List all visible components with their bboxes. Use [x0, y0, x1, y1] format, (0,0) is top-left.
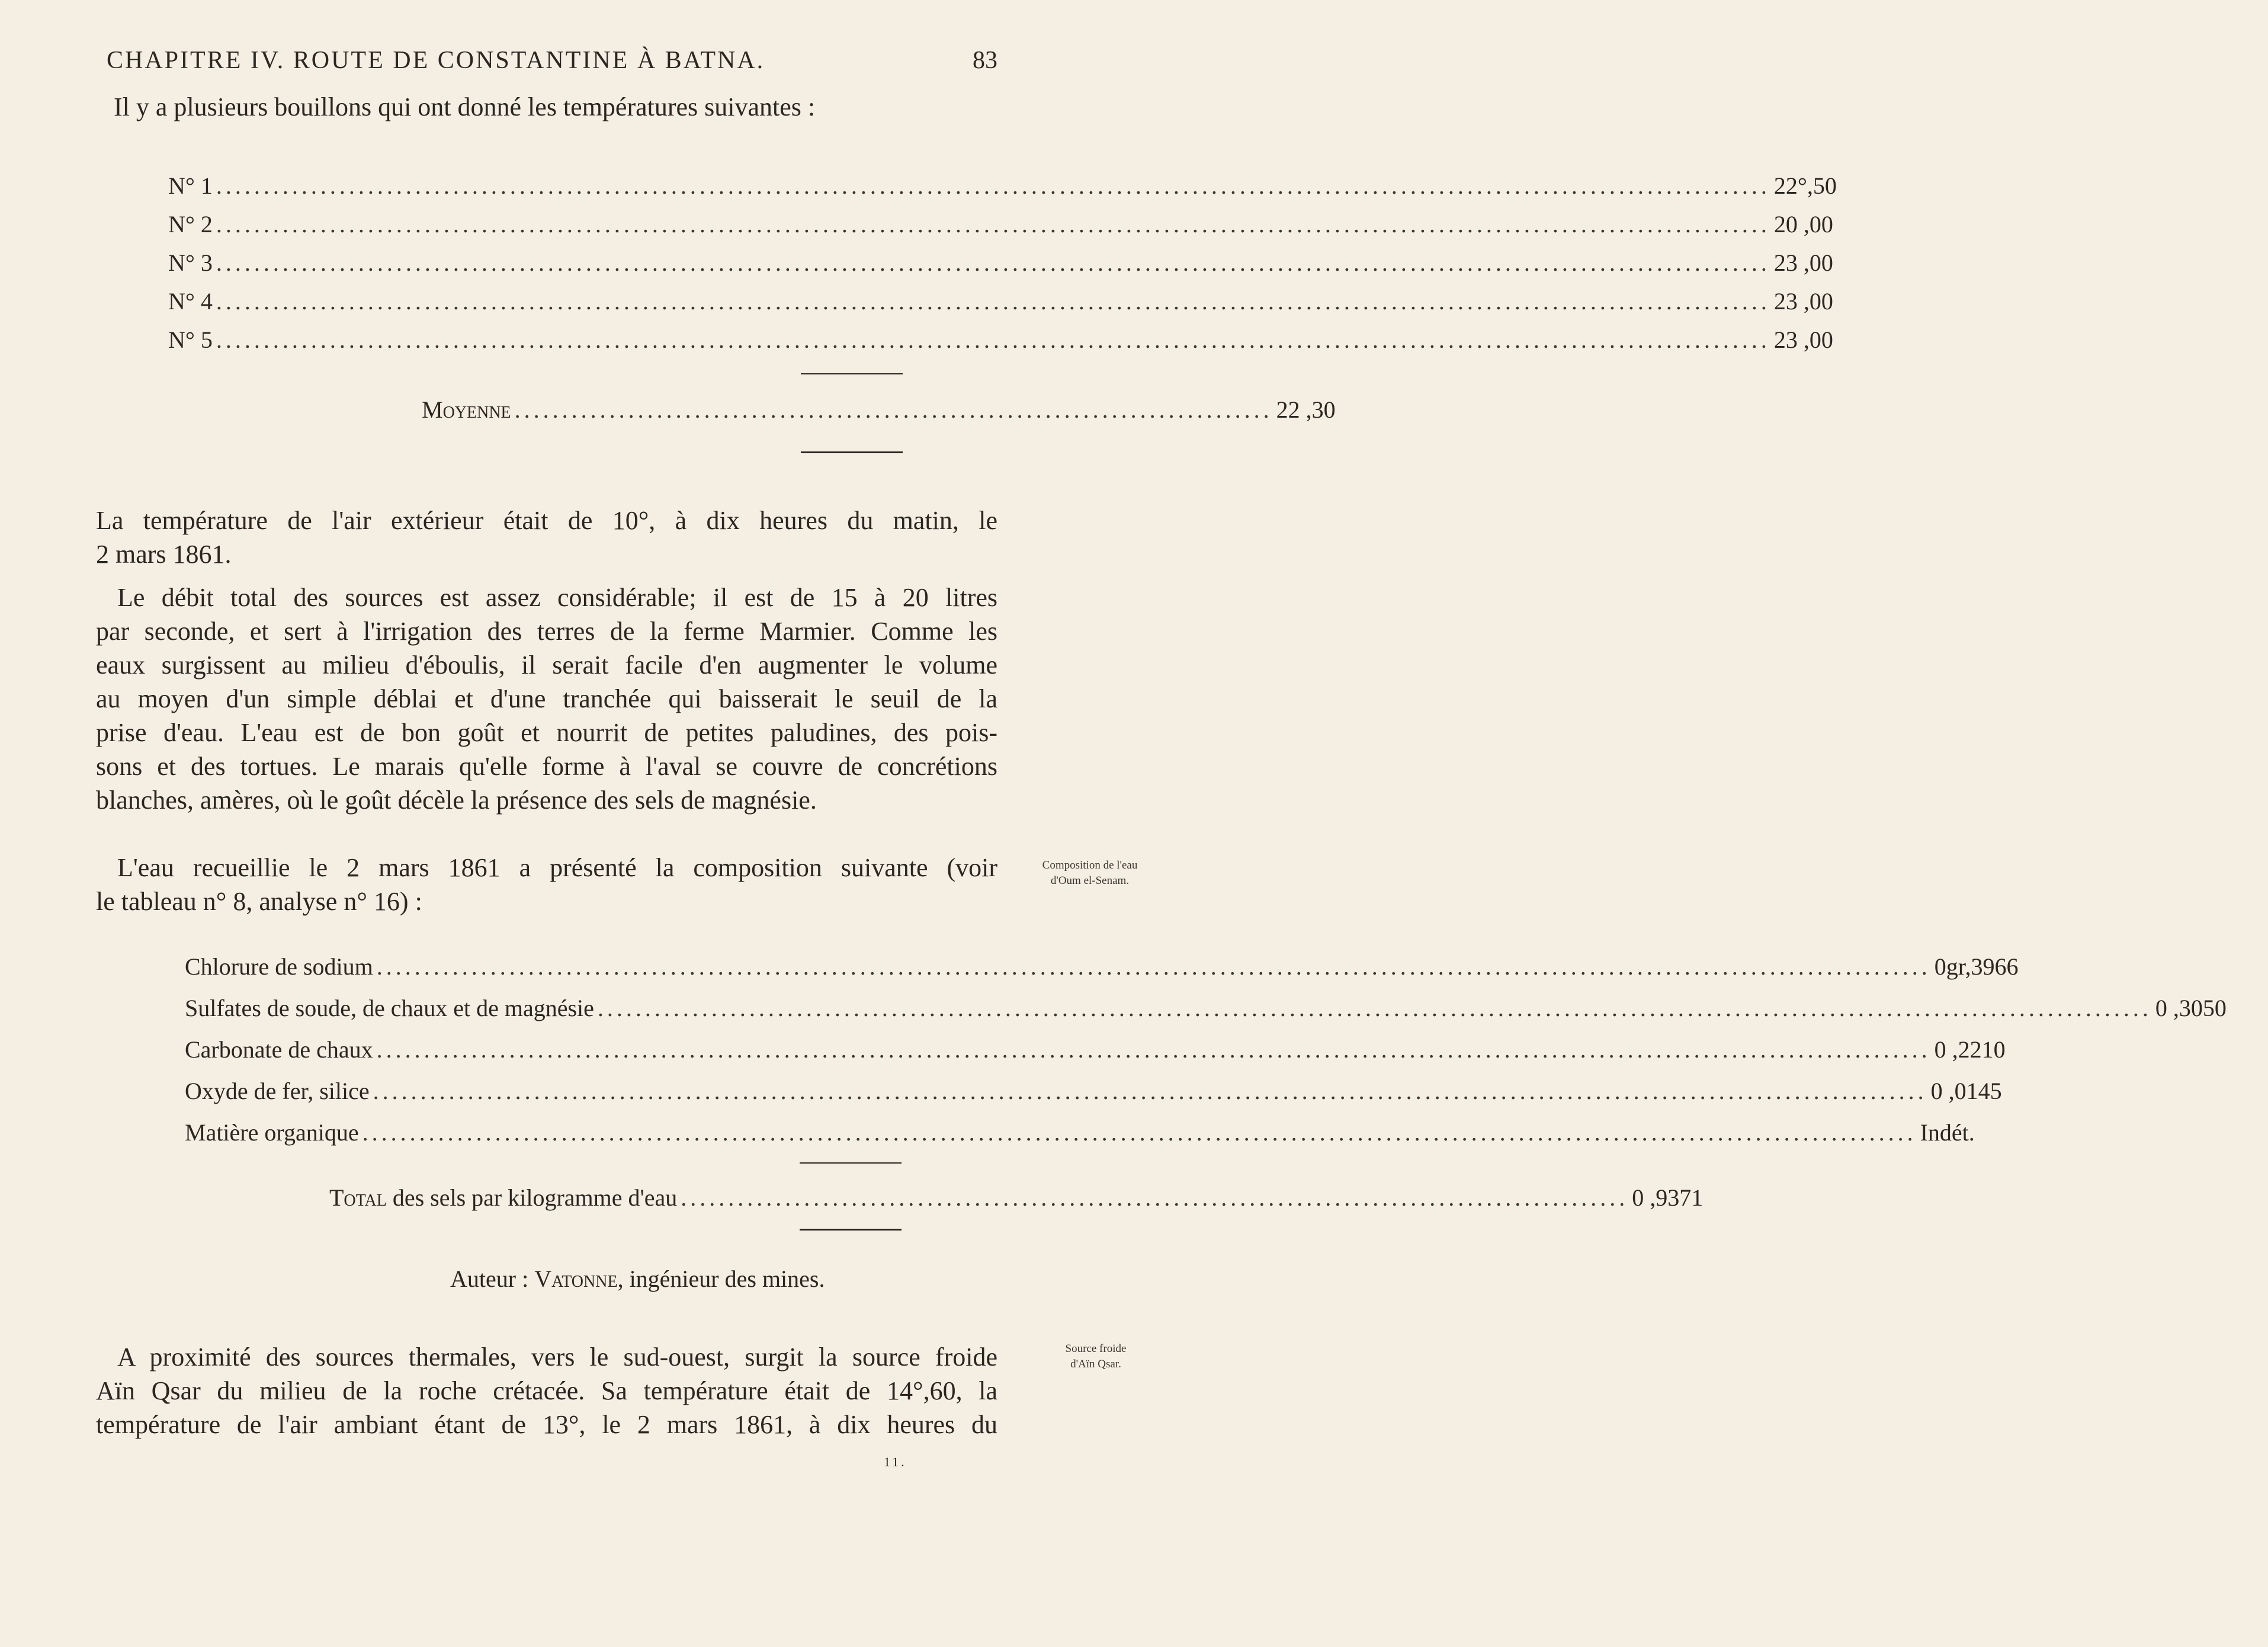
- temperature-row: [168, 287, 1833, 315]
- text-line: Aïn Qsar du milieu de la roche crétacée. Sa température était de 14°,60, la: [96, 1376, 997, 1405]
- sum-rule: [800, 1162, 902, 1164]
- text-line: le tableau n° 8, analyse n° 16) :: [96, 887, 422, 916]
- paragraph-flow-line: [96, 783, 997, 817]
- composition-row: [185, 953, 2019, 980]
- sum-rule: [801, 373, 903, 374]
- temperature-row: [168, 249, 1833, 277]
- text-line: prise d'eau. L'eau est de bon goût et nourrit de petites paludines, des pois-: [96, 718, 997, 747]
- substance-value: 0gr,3966: [1934, 953, 2019, 980]
- mean-label: Moyenne: [422, 396, 511, 423]
- substance-label: Sulfates de soude, de chaux et de magnésie: [185, 995, 594, 1021]
- margin-note-line: d'Oum el-Senam.: [1050, 874, 1130, 887]
- mean-value: 22 ,30: [1276, 396, 1336, 423]
- text-line: au moyen d'un simple déblai et d'une tranchée qui baisserait le seuil de la: [96, 684, 997, 713]
- margin-note-line: Source froide: [1065, 1342, 1127, 1355]
- page-number: 83: [973, 47, 997, 74]
- text-line: A proximité des sources thermales, vers le sud-ouest, surgit la source froide: [117, 1342, 997, 1372]
- temperature-row: [168, 172, 1837, 200]
- composition-row: [185, 1077, 2002, 1105]
- temperature-value: 23 ,00: [1773, 249, 1833, 276]
- leader-dots: ....................................................................................................................................................................: [216, 326, 1770, 353]
- paragraph-flow-line: [96, 682, 997, 716]
- substance-label: Matière organique: [185, 1119, 359, 1146]
- text-line: La température de l'air extérieur était de 10°, à dix heures du matin, le: [96, 506, 997, 535]
- author-name: Vatonne: [534, 1265, 618, 1292]
- leader-dots: ....................................................................................................................................................................: [216, 249, 1770, 276]
- leader-dots: ....................................................................................................: [681, 1184, 1629, 1211]
- temperature-value: 22°,50: [1773, 172, 1837, 199]
- substance-label: Carbonate de chaux: [185, 1036, 373, 1063]
- temperature-label: N° 1: [168, 172, 213, 199]
- leader-dots: ....................................................................................................................................................................: [376, 1036, 1931, 1063]
- paragraph-flow-line: [96, 581, 997, 614]
- margin-note-cold-source: [1025, 1341, 1167, 1372]
- text-line: eaux surgissent au milieu d'éboulis, il serait facile d'en augmenter le volume: [96, 651, 997, 680]
- text-line: blanches, amères, où le goût décèle la présence des sels de magnésie.: [96, 786, 817, 815]
- text-line: sons et des tortues. Le marais qu'elle forme à l'aval se couvre de concrétions: [96, 752, 997, 781]
- paragraph-flow-line: [96, 749, 997, 783]
- text-line: Le débit total des sources est assez considérable; il est de 15 à 20 litres: [117, 583, 997, 612]
- substance-label: Oxyde de fer, silice: [185, 1078, 370, 1104]
- temperature-label: N° 4: [168, 288, 213, 315]
- author-line: [450, 1265, 825, 1293]
- substance-value: 0 ,0145: [1930, 1078, 2002, 1104]
- temperature-label: N° 5: [168, 326, 213, 353]
- text-line: 2 mars 1861.: [96, 540, 232, 569]
- paragraph-composition-intro-end: [96, 885, 997, 918]
- substance-value: 0 ,2210: [1934, 1036, 2006, 1063]
- leader-dots: ....................................................................................................................................................................: [216, 211, 1770, 238]
- running-header: [107, 46, 995, 75]
- intro-line: Il y a plusieurs bouillons qui ont donné les températures suivantes :: [114, 92, 816, 121]
- temperature-row: [168, 210, 1833, 238]
- composition-row: [185, 1119, 1975, 1146]
- margin-note-line: d'Aïn Qsar.: [1070, 1358, 1121, 1370]
- paragraph-cold-source: [96, 1374, 997, 1408]
- temperature-value: 23 ,00: [1773, 326, 1833, 353]
- temperature-value: 20 ,00: [1773, 211, 1833, 238]
- substance-label: Chlorure de sodium: [185, 953, 373, 980]
- running-title: CHAPITRE IV. ROUTE DE CONSTANTINE À BATNA.: [107, 47, 765, 74]
- margin-note-composition: [1007, 858, 1173, 889]
- author-suffix: , ingénieur des mines.: [617, 1265, 825, 1292]
- leader-dots: ....................................................................................................................................................................: [376, 953, 1931, 980]
- mean-row: [422, 396, 1336, 424]
- leader-dots: ....................................................................................................................................................................: [216, 288, 1770, 315]
- temperature-value: 23 ,00: [1773, 288, 1833, 315]
- total-label: [329, 1184, 677, 1212]
- paragraph-flow-line: [96, 716, 997, 749]
- text-line: L'eau recueillie le 2 mars 1861 a présenté la composition suivante (voir: [117, 853, 997, 882]
- paragraph-flow-line: [96, 614, 997, 648]
- leader-dots: ....................................................................................................................................................................: [362, 1119, 1917, 1146]
- leader-dots: ................................................................................: [514, 396, 1273, 423]
- total-row: [329, 1184, 1704, 1212]
- margin-note-line: Composition de l'eau: [1042, 859, 1138, 871]
- signature-mark: 11.: [884, 1454, 907, 1469]
- end-rule: [800, 1229, 902, 1231]
- text-line: température de l'air ambiant étant de 13°, le 2 mars 1861, à dix heures du: [96, 1410, 997, 1439]
- text-line: par seconde, et sert à l'irrigation des terres de la ferme Marmier. Comme les: [96, 617, 997, 646]
- substance-value: Indét.: [1920, 1119, 1975, 1146]
- paragraph-flow-line: [96, 648, 997, 682]
- total-word: Total: [329, 1184, 387, 1211]
- author-prefix: Auteur :: [450, 1265, 535, 1292]
- end-rule: [801, 451, 903, 453]
- paragraph-cold-source: [96, 1408, 997, 1441]
- composition-row: [185, 994, 2227, 1022]
- leader-dots: ....................................................................................................................................................................: [216, 172, 1770, 199]
- leader-dots: ....................................................................................................................................................................: [597, 995, 2152, 1021]
- paragraph-air-temperature: [96, 504, 997, 537]
- total-value: 0 ,9371: [1632, 1184, 1704, 1211]
- substance-value: 0 ,3050: [2155, 995, 2227, 1021]
- leader-dots: ....................................................................................................................................................................: [373, 1078, 1927, 1104]
- temperature-label: N° 3: [168, 249, 213, 276]
- composition-row: [185, 1036, 2006, 1063]
- paragraph-composition-intro: [96, 851, 997, 885]
- temperature-label: N° 2: [168, 211, 213, 238]
- paragraph-air-temperature-end: [96, 537, 997, 571]
- temperature-row: [168, 326, 1833, 354]
- total-rest: des sels par kilogramme d'eau: [386, 1184, 678, 1211]
- paragraph-cold-source: [96, 1340, 997, 1374]
